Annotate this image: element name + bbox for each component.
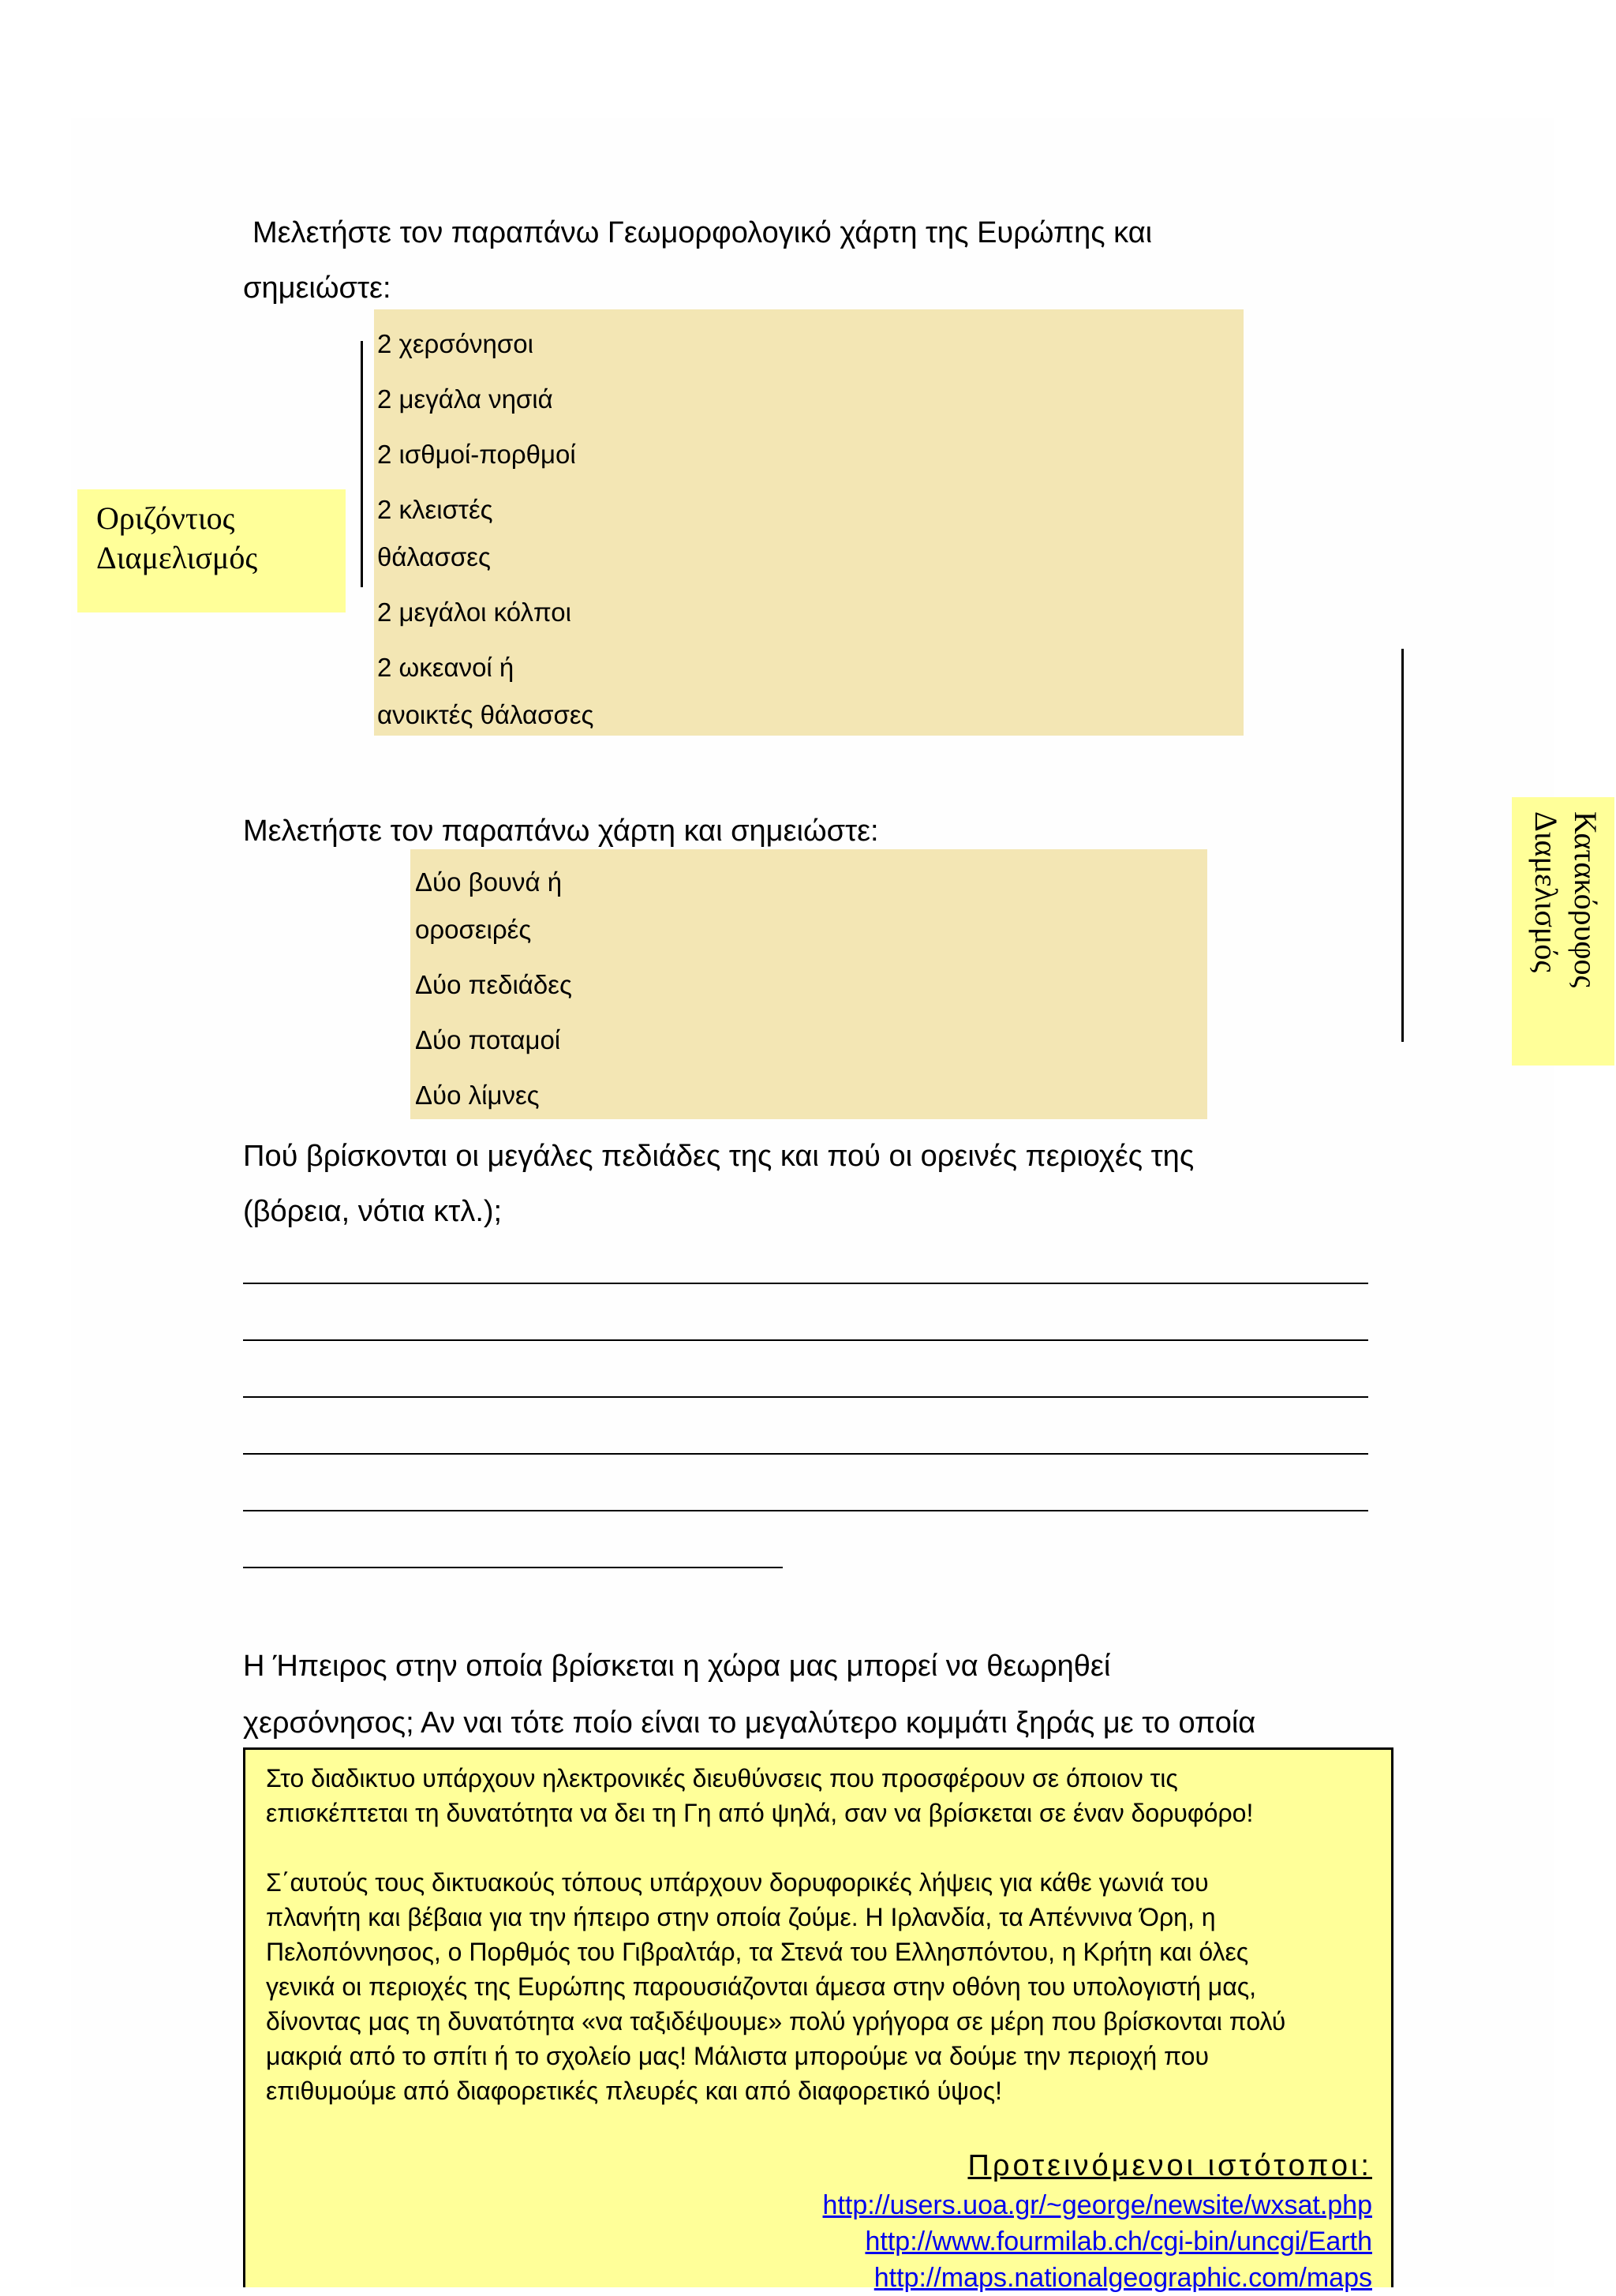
answer-line[interactable]	[243, 1510, 1368, 1511]
info-p2-line: γενικά οι περιοχές της Ευρώπης παρουσιάζονται άμεσα στην οθόνη του υπολογιστή μας,	[266, 1972, 1257, 2001]
vertical-segmentation-tag	[1512, 797, 1614, 1066]
checklist-item: Δύο ποταμοί	[415, 1025, 561, 1054]
tag-line: Οριζόντιος	[96, 500, 235, 536]
checklist-item: Δύο βουνά ή	[415, 867, 563, 897]
tag-line: Διαμελισμός	[1528, 811, 1564, 973]
horizontal-segmentation-tag	[77, 489, 346, 612]
checklist-item: 2 χερσόνησοι	[377, 329, 533, 358]
tag-line: Διαμελισμός	[96, 540, 258, 575]
info-p2-line: Σ΄αυτούς τους δικτυακούς τόπους υπάρχουν δορυφορικές λήψεις για κάθε γωνιά του	[266, 1868, 1209, 1897]
suggested-links	[823, 2144, 1372, 2296]
info-p1-line2: επισκέπτεται τη δυνατότητα να δει τη Γη από ψηλά, σαν να βρίσκεται σε έναν δορυφόρο!	[266, 1799, 1254, 1827]
answer-line[interactable]	[243, 1283, 1368, 1284]
section2-intro: Μελετήστε τον παραπάνω χάρτη και σημειώστε:	[243, 815, 879, 848]
checklist-item: 2 κλειστές	[377, 495, 493, 524]
section1-intro-line1: Μελετήστε τον παραπάνω Γεωμορφολογικό χάρτη της Ευρώπης και	[252, 216, 1153, 249]
info-p2-line: δίνοντας μας τη δυνατότητα «να ταξιδέψουμε» πολύ γρήγορα σε μέρη που βρίσκονται πολύ	[266, 2007, 1286, 2036]
info-box	[243, 1747, 1393, 2293]
checklist-item: οροσειρές	[415, 915, 532, 944]
question2-line2: χερσόνησος; Αν ναι τότε ποίο είναι το μεγαλύτερο κομμάτι ξηράς με το οποία	[243, 1706, 1256, 1740]
bracket-line	[1401, 649, 1404, 1042]
answer-line[interactable]	[243, 1567, 783, 1568]
checklist-item: 2 μεγάλοι κόλποι	[377, 597, 571, 627]
checklist-item: 2 ισθμοί-πορθμοί	[377, 440, 576, 469]
info-p2-line: πλανήτη και βέβαια για την ήπειρο στην οποία ζούμε. Η Ιρλανδία, τα Απέννινα Όρη, η	[266, 1903, 1216, 1931]
answer-line[interactable]	[243, 1339, 1368, 1341]
answer-line[interactable]	[243, 1396, 1368, 1398]
question1-line2: (βόρεια, νότια κτλ.);	[243, 1195, 503, 1228]
checklist-item: θάλασσες	[377, 542, 491, 571]
info-p2-line: επιθυμούμε από διαφορετικές πλευρές και από διαφορετικό ύψος!	[266, 2077, 1003, 2105]
link-wxsat[interactable]: http://users.uoa.gr/~george/newsite/wxsat.php	[822, 2190, 1372, 2220]
info-p1-line1: Στο διαδικτυο υπάρχουν ηλεκτρονικές διευθύνσεις που προσφέρουν σε όποιον τις	[266, 1764, 1178, 1792]
section1-intro-line2: σημειώστε:	[243, 272, 391, 305]
link-fourmilab[interactable]: http://www.fourmilab.ch/cgi-bin/uncgi/Earth	[865, 2227, 1372, 2257]
section2-checklist-panel	[410, 849, 1207, 1119]
info-p2-line: μακριά από το σπίτι ή το σχολείο μας! Μάλιστα μπορούμε να δούμε την περιοχή που	[266, 2042, 1209, 2070]
checklist-item: 2 ωκεανοί ή	[377, 653, 514, 682]
links-heading: Προτεινόμενοι ιστότοποι:	[967, 2149, 1372, 2182]
bracket-line	[361, 341, 363, 587]
section1-checklist-panel	[374, 309, 1244, 736]
info-p2-line: Πελοπόννησος, ο Πορθμός του Γιβραλτάρ, τα Στενά του Ελλησπόντου, η Κρήτη και όλες	[266, 1938, 1249, 1966]
checklist-item: Δύο πεδιάδες	[415, 970, 572, 999]
link-natgeo-maps[interactable]: http://maps.nationalgeographic.com/maps	[873, 2263, 1372, 2293]
checklist-item: 2 μεγάλα νησιά	[377, 384, 553, 414]
answer-line[interactable]	[243, 1453, 1368, 1455]
tag-line: Κατακόρυφος	[1568, 811, 1603, 988]
checklist-item: Δύο λίμνες	[415, 1081, 540, 1110]
checklist-item: ανοικτές θάλασσες	[377, 700, 594, 729]
question2-line1: Η Ήπειρος στην οποία βρίσκεται η χώρα μας μπορεί να θεωρηθεί	[243, 1650, 1111, 1683]
question1-line1: Πού βρίσκονται οι μεγάλες πεδιάδες της και πού οι ορεινές περιοχές της	[243, 1140, 1195, 1173]
